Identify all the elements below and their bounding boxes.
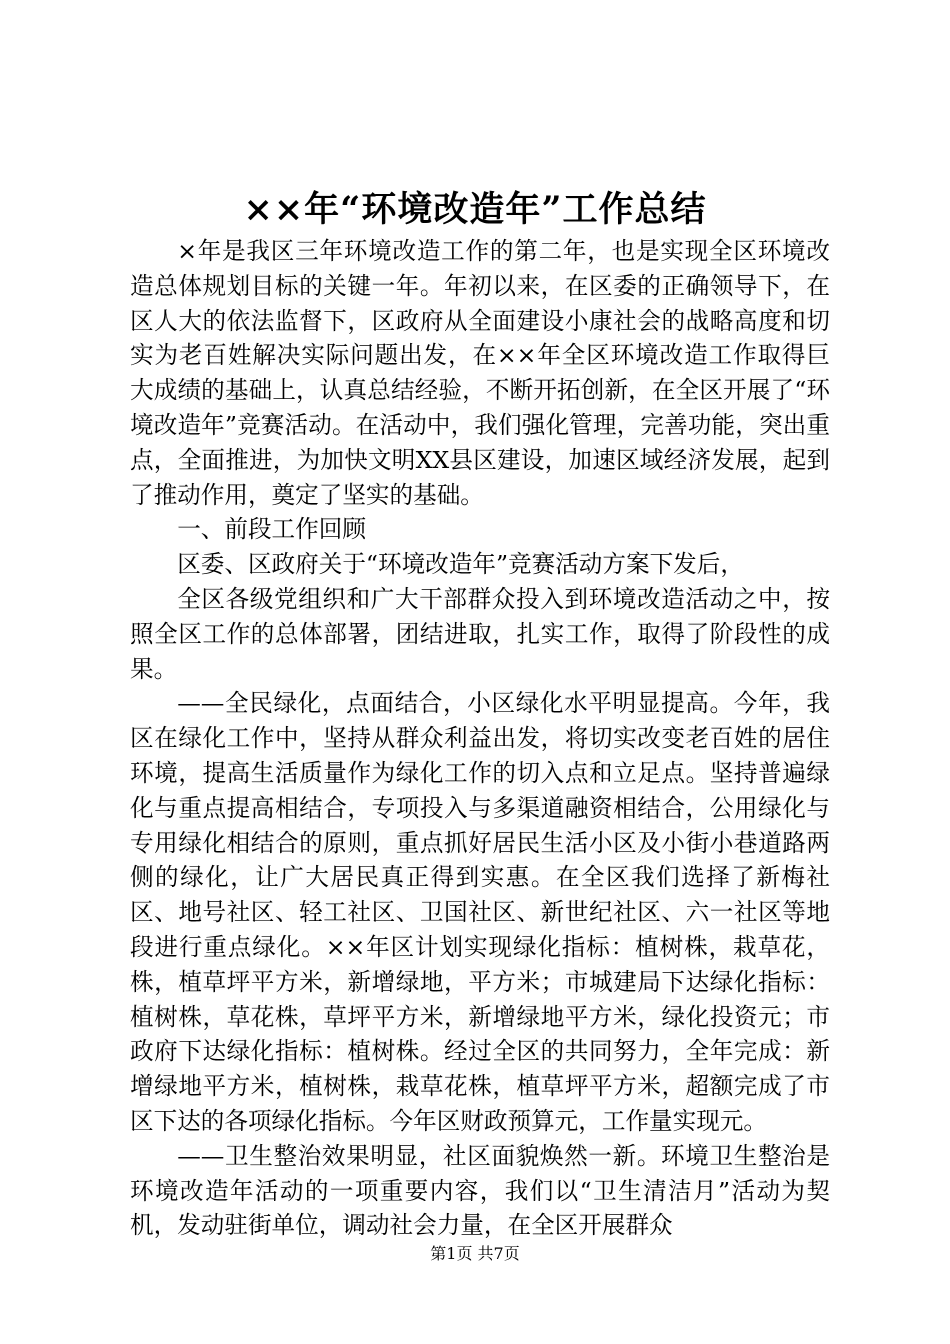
page-number-footer: 第1页 共7页 — [430, 1244, 520, 1263]
document-body — [130, 234, 830, 1243]
section-heading: 一、前段工作回顾 — [177, 515, 366, 544]
paragraph: ——卫生整治效果明显，社区面貌焕然一新。环境卫生整治是环境改造年活动的一项重要内容，我们以“卫生清洁月”活动为契机，发动驻街单位，调动社会力量，在全区开展群众 — [130, 1141, 830, 1240]
paragraph: ×年是我区三年环境改造工作的第二年，也是实现全区环境改造总体规划目标的关键一年。年初以来，在区委的正确领导下，在区人大的依法监督下，区政府从全面建设小康社会的战略高度和切实为老百姓解决实际问题出发，在××年全区环境改造工作取得巨大成绩的基础上，认真总结经验，不断开拓创新，在全区开展了“环境改造年”竞赛活动。在活动中，我们强化管理，完善功能，突出重点，全面推进，为加快文明XX县区建设，加速区域经济发展，起到了推动作用，奠定了坚实的基础。 — [130, 237, 830, 509]
document-title: ××年“环境改造年”工作总结 — [243, 189, 707, 230]
paragraph: ——全民绿化，点面结合，小区绿化水平明显提高。今年，我区在绿化工作中，坚持从群众利益出发，将切实改变老百姓的居住环境，提高生活质量作为绿化工作的切入点和立足点。坚持普遍绿化与重点提高相结合，专项投入与多渠道融资相结合，公用绿化与专用绿化相结合的原则，重点抓好居民生活小区及小街小巷道路两侧的绿化，让广大居民真正得到实惠。在全区我们选择了新梅社区、地号社区、轻工社区、卫国社区、新世纪社区、六一社区等地段进行重点绿化。××年区计划实现绿化指标：植树株，栽草花，株，植草坪平方米，新增绿地，平方米；市城建局下达绿化指标：植树株，草花株，草坪平方米，新增绿地平方米，绿化投资元；市政府下达绿化指标：植树株。经过全区的共同努力，全年完成：新增绿地平方米，植树株，栽草花株，植草坪平方米，超额完成了市区下达的各项绿化指标。今年区财政预算元，工作量实现元。 — [130, 689, 830, 1135]
paragraph: 全区各级党组织和广大干部群众投入到环境改造活动之中，按照全区工作的总体部署，团结进取，扎实工作，取得了阶段性的成果。 — [130, 584, 830, 683]
paragraph: 区委、区政府关于“环境改造年”竞赛活动方案下发后， — [177, 550, 744, 579]
